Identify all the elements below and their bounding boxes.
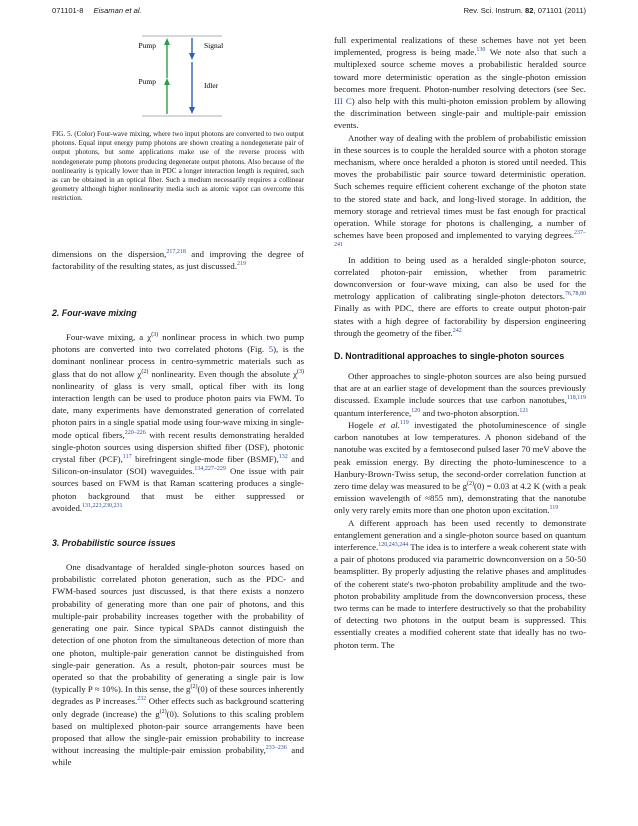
right-column xyxy=(334,34,586,651)
ref-link[interactable]: 120,243,244 xyxy=(378,542,409,548)
ref-link[interactable]: 232 xyxy=(137,696,147,703)
header-right xyxy=(464,6,586,15)
section-link[interactable]: III C xyxy=(334,96,352,107)
ref-link[interactable]: 119 xyxy=(399,419,409,426)
ref-link[interactable]: 120 xyxy=(411,407,421,414)
ref-link[interactable]: 118,119 xyxy=(566,395,586,402)
ref-link[interactable]: 237–241 xyxy=(334,230,586,249)
authors: Eisaman et al. xyxy=(93,6,142,15)
ref-link[interactable]: 134,227–229 xyxy=(194,466,226,473)
volume: 82 xyxy=(525,6,534,15)
signal-arrow-head-icon xyxy=(189,53,195,60)
ref-link[interactable]: 119 xyxy=(549,505,559,512)
figure-5 xyxy=(52,34,304,120)
heading-probabilistic: 3. Probabilistic source issues xyxy=(52,538,176,549)
ref-link[interactable]: 233–236 xyxy=(265,745,287,752)
paragraph-metrology: In addition to being used as a heralded single-photon source, correlated photon-pair emission, whether from parametric downconversion or four-wave mixing, can also be used for the metrology application of calibrating single-photon detectors.$^{76,78,80}$ Finally as with PDC, there are efforts to create output photon-pair states with a high degree of factorability by dispersion engineering through the geometry of the fiber.$^{242}$ xyxy=(334,254,586,338)
paragraph-dispersion: dimensions on the dispersion,$^{217,218}$ and improving the degree of factorability of the resulting states, as just discussed.$^{219}$ xyxy=(52,248,304,271)
article-number: , 071101 (2011) xyxy=(533,6,586,15)
idler-arrow-head-icon xyxy=(189,107,195,114)
label-pump-top: Pump xyxy=(138,41,156,50)
paragraph-interference: A different approach has been used recently to demonstrate entanglement generation and a single-photon source based on quantum interference.$^{120,243,244}$ The idea is to interfere a weak coherent state with a pair of photons produced via parametric downconversion on a 50-50 beamsplitter. By properly adjusting the relative phases and amplitudes of the coherent state's two-photon probability amplitude and the two-photon probability amplitude from the downconversion process, these two terms can be made to interfere destructively so that the probability of detecting two photons in the output beam is suppressed. This essentially creates a modified coherent state that ideally has no two-photon term. The xyxy=(334,517,586,650)
pump-arrow-2-head-icon xyxy=(164,78,170,85)
header-left xyxy=(52,6,142,15)
running-header xyxy=(52,6,586,20)
heading-four-wave-mixing: 2. Four-wave mixing xyxy=(52,308,137,319)
left-column xyxy=(52,34,304,769)
paragraph-fwm: Four-wave mixing, a $\chi^{(3)}$ nonlinear process in which two pump photons are converted into two correlated photons (Fig. 5), is the dominant nonlinear process in centro-symmetric materials such as glass that do not allow $\chi^{(2)}$ nonlinearity. Even though the absolute $\chi^{(3)}$ nonlinearity of glass is very small, optical fiber with its long interaction length can be used to produce photon pairs via FWM. To date, many experiments have demonstrated generation of correlated photon pairs in a single spatial mode using four-wave mixing in single-mode optical fibers,$^{220-226}$ with recent results demonstrating heralded single-photon sources using dispersion shifted fiber (DSF), photonic crystal fiber (PCF),$^{117}$ birefringent single-mode fiber (BSMF),$^{132}$ and Silicon-on-insulator (SOI) waveguides.$^{134,227-229}$ One issue with pair sources based on FWM is that Raman scattering produces a single-photon background that must be either suppressed or avoided.$^{131,223,230,231}$ xyxy=(52,332,304,513)
heading-nontraditional: D. Nontraditional approaches to single-photon sources xyxy=(334,351,565,362)
page-id: 071101-8 xyxy=(52,6,84,15)
ref-link[interactable]: 132 xyxy=(278,454,288,461)
label-pump-bottom: Pump xyxy=(138,77,156,86)
paragraph-continued: full experimental realizations of these schemes have not yet been implemented, progress is being made.$^{130}$ We note also that such a multiplexed source scheme moves a probabilistic heralded source toward more deterministic operation as the single-photon emission becomes more frequent. Photon-number resolving detectors (see Sec. III C) also help with this multi-photon emission problem by allowing the discrimination between single-pair and multiple-pair emission events. xyxy=(334,35,587,131)
figure-link[interactable]: 5 xyxy=(268,344,274,355)
fwm-diagram xyxy=(52,34,304,120)
journal: Rev. Sci. Instrum. xyxy=(463,6,523,15)
paragraph-storage: Another way of dealing with the problem of probabilistic emission in these sources is to couple the heralded source with a photon storage mechanism, where once heralded a photon is stored until needed. This moves the probabilistic pair source toward deterministic operation. Such schemes require efficient coherent exchange of the photon state to the stored state and back, and long-lived storage. In addition, the memory storage and retrieval times must be fast enough for practical operation. While storage for photons is challenging, a number of schemes have been proposed and implemented to varying degrees.$^{237-241}$ xyxy=(334,132,586,249)
label-idler: Idler xyxy=(204,81,219,90)
ref-link[interactable]: 121 xyxy=(519,407,529,414)
ref-link[interactable]: 117 xyxy=(122,454,132,461)
ref-link[interactable]: 220–226 xyxy=(124,429,146,436)
ref-link[interactable]: 131,223,230,231 xyxy=(82,502,123,509)
paragraph-probabilistic: One disadvantage of heralded single-photon sources based on probabilistic correlated photon generation, such as the PDC- and FWM-based sources just discussed, is that there exists a nonzero probability of generating more than one pair of photons, and this multiple-pair probability increases together with the probability of generating one pair. Since typical SPADs cannot distinguish the detection of one photon from the simultaneous detection of more than one photon, multiple-pair generation cannot be distinguished from single-pair generation. As a result, photon-pair sources must be operated so that the probability of generating a single pair is low (typically P ≈ 10%). In this sense, the $g^{(2)}(0)$ of these sources inherently degrades as P increases.$^{232}$ Other effects such as background scattering only degrade (increase) the $g^{(2)}(0)$. Solutions to this scaling problem based on multiplexed photon-pair source arrangements have been proposed that allow the single-pair emission probability to increase without increasing the multiple-pair emission probability,$^{233-236}$ and while xyxy=(52,562,305,768)
label-signal: Signal xyxy=(204,41,224,50)
pump-arrow-1-head-icon xyxy=(164,38,170,45)
ref-link[interactable]: 219 xyxy=(236,260,246,267)
paragraph-hogele: Hogele et al.$^{119}$ investigated the photoluminescence of single carbon nanotubes at low temperatures. A phonon sideband of the nanotube was excited by a femtosecond pulsed laser 70 meV above the peak emission energy. By directing the photo-luminescence to a Hanbury-Brown-Twiss setup, the second-order correlation function at zero time delay was measured to be $g^{(2)}(0) = 0.03$ at 4.2 K (with a peak emission wavelength of ≈855 nm), demonstrating that the nanotube only very rarely emits more than one photon upon excitation.$^{119}$ xyxy=(334,419,586,516)
ref-link[interactable]: 130 xyxy=(476,47,486,54)
figure-caption: FIG. 5. (Color) Four-wave mixing, where two input photons are converted to two output photons. Equal input energy pump photons are shown creating a nondegenerate pair of output photons, but some applications make use of the reverse process with nondegenerate pump photons producing degenerate output photons. Also because of the nonlinearity is typically lower than in PDC a longer interaction length is required, such as can be obtained in an optical fiber. Such a medium necessarily requires a collinear geometry although higher nonlinearity media such as atomic vapor can overcome this restriction. xyxy=(52,130,304,203)
ref-link[interactable]: 76,78,80 xyxy=(565,291,586,298)
ref-link[interactable]: 242 xyxy=(452,327,462,334)
paragraph-other-approaches: Other approaches to single-photon sources are also being pursued that are at an earlier stage of development than the sources previously discussed. Example include sources that use carbon nanotubes,$^{118,119}$ quantum interference,$^{120}$ and two-photon absorption.$^{121}$ xyxy=(334,371,586,418)
ref-link[interactable]: 217,218 xyxy=(166,248,186,255)
